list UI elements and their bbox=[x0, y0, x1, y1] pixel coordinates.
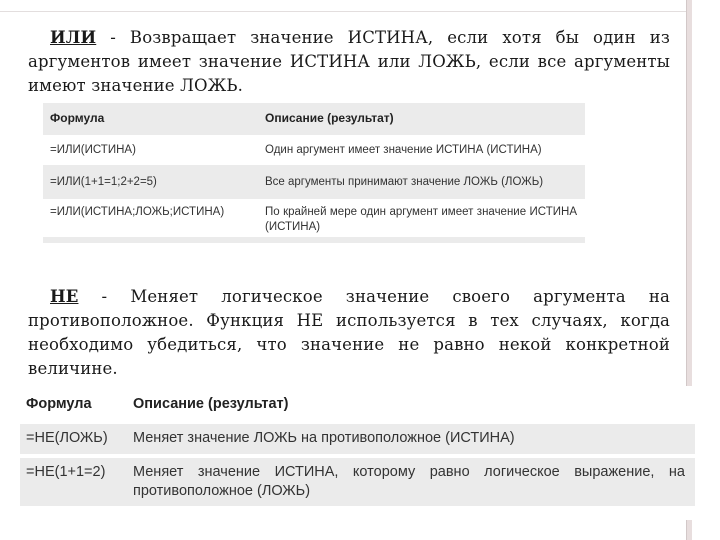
formula-cell: =НЕ(1+1=2) bbox=[26, 464, 106, 480]
frame-right-bar-bottom bbox=[686, 520, 692, 540]
or-description bbox=[28, 26, 670, 98]
not-formula-table bbox=[20, 392, 695, 510]
formula-cell: =ИЛИ(ИСТИНА) bbox=[50, 144, 136, 156]
description-cell: Меняет значение ЛОЖЬ на противоположное (ИСТИНА) bbox=[133, 430, 515, 446]
or-text: - Возвращает значение ИСТИНА, если хотя бы один из аргументов имеет значение ИСТИНА или ЛОЖЬ, если все аргументы имеют значение ЛОЖЬ. bbox=[28, 28, 670, 95]
table-header-row bbox=[43, 103, 585, 133]
header-formula: Формула bbox=[26, 396, 92, 412]
description-cell: По крайней мере один аргумент имеет значение ИСТИНА (ИСТИНА) bbox=[265, 206, 577, 233]
not-term: НЕ bbox=[50, 287, 79, 306]
header-description: Описание (результат) bbox=[133, 396, 289, 412]
header-formula: Формула bbox=[50, 111, 105, 125]
description-cell: Меняет значение ИСТИНА, которому равно логическое выражение, на противоположное (ЛОЖЬ) bbox=[133, 464, 685, 499]
header-description: Описание (результат) bbox=[265, 111, 394, 125]
not-description bbox=[28, 285, 670, 381]
frame-right-bar bbox=[686, 0, 692, 386]
table-row bbox=[43, 199, 585, 237]
formula-cell: =ИЛИ(ИСТИНА;ЛОЖЬ;ИСТИНА) bbox=[50, 206, 225, 218]
table-row bbox=[20, 458, 695, 506]
formula-cell: =НЕ(ЛОЖЬ) bbox=[26, 430, 108, 446]
frame-top-line bbox=[0, 11, 692, 12]
description-cell: Один аргумент имеет значение ИСТИНА (ИСТИНА) bbox=[265, 144, 542, 156]
or-formula-table bbox=[43, 103, 585, 243]
formula-cell: =ИЛИ(1+1=1;2+2=5) bbox=[50, 176, 157, 188]
description-cell: Все аргументы принимают значение ЛОЖЬ (ЛОЖЬ) bbox=[265, 176, 544, 188]
table-header-row bbox=[20, 392, 695, 420]
table-row bbox=[43, 135, 585, 165]
or-term: ИЛИ bbox=[50, 28, 97, 47]
table-row bbox=[20, 424, 695, 454]
not-text: - Меняет логическое значение своего аргумента на противоположное. Функция НЕ используется в тех случаях, когда необходимо убедиться, что значение не равно некой конкретной величине. bbox=[28, 287, 670, 378]
table-row bbox=[43, 167, 585, 197]
